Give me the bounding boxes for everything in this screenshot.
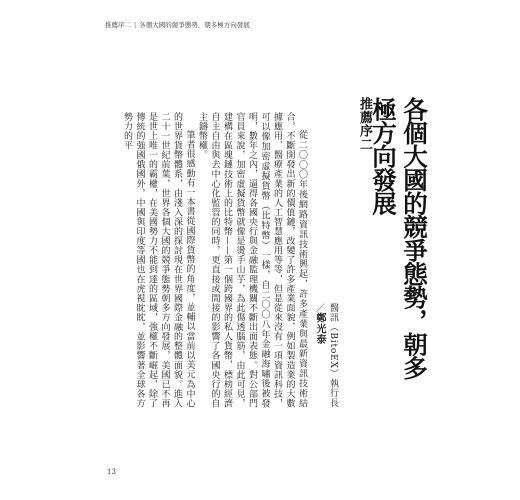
- byline-role: 醫訊（BitoEX）執行長／: [314, 303, 338, 408]
- paragraph: 筆者很感動有一本書從國際貨幣的角度，並輔以當前以美元為中心的世界貨幣體系，由淺入深的探討現在世界國際金融的整體面貌。進入二十一世紀前葉，世界各個大國的競爭態勢朝多方向發展，美國已不再是世上唯一的霸權，在美國勢力不能到達的區域，強權不斷崛起，除了傳統的強國俄國外，中國與印度等國也在虎視眈眈，並影響著全球各方勢力的平: [122, 112, 195, 408]
- preface-label: 推薦序二: [357, 97, 372, 151]
- header-title: 各個大國的競爭態勢，朝多極方向發展: [139, 21, 250, 29]
- running-header: [105, 20, 435, 29]
- page-number: 13: [107, 468, 116, 476]
- page-title: 各個大國的競爭態勢，朝多極方向發展: [369, 97, 429, 379]
- byline-name: 鄭光泰: [314, 312, 325, 346]
- header-divider: |: [134, 21, 137, 29]
- header-section: 推薦序二: [105, 21, 131, 29]
- body-text: [108, 112, 308, 408]
- author-byline: [312, 303, 340, 413]
- paragraph: 從二〇〇〇年後網路資訊技術興起，許多產業與最新資訊技術結合，不斷開發出新的價值鏈，改變了許多產業面貌，例如製造業的大數據應用、醫療產業的人工智慧應用等等，但是從來沒有一項資訊科技，可以像加密虛擬貨幣（比特幣）一樣，自二〇〇八年金融海嘯後被發明，數年之內，逼得各國央行與金融監理機關不斷出面表態。對公部門官員來說，加密虛擬貨幣就像是燙手山芋，為此傷透腦筋，由此可見，建構在區塊鏈技術上的比特幣——第一個跨國界的私人貨幣，標榜經濟自主自由與去中心化監管的同時，更直接或間接的影響了各國央行的自主鑄幣權。: [197, 112, 307, 408]
